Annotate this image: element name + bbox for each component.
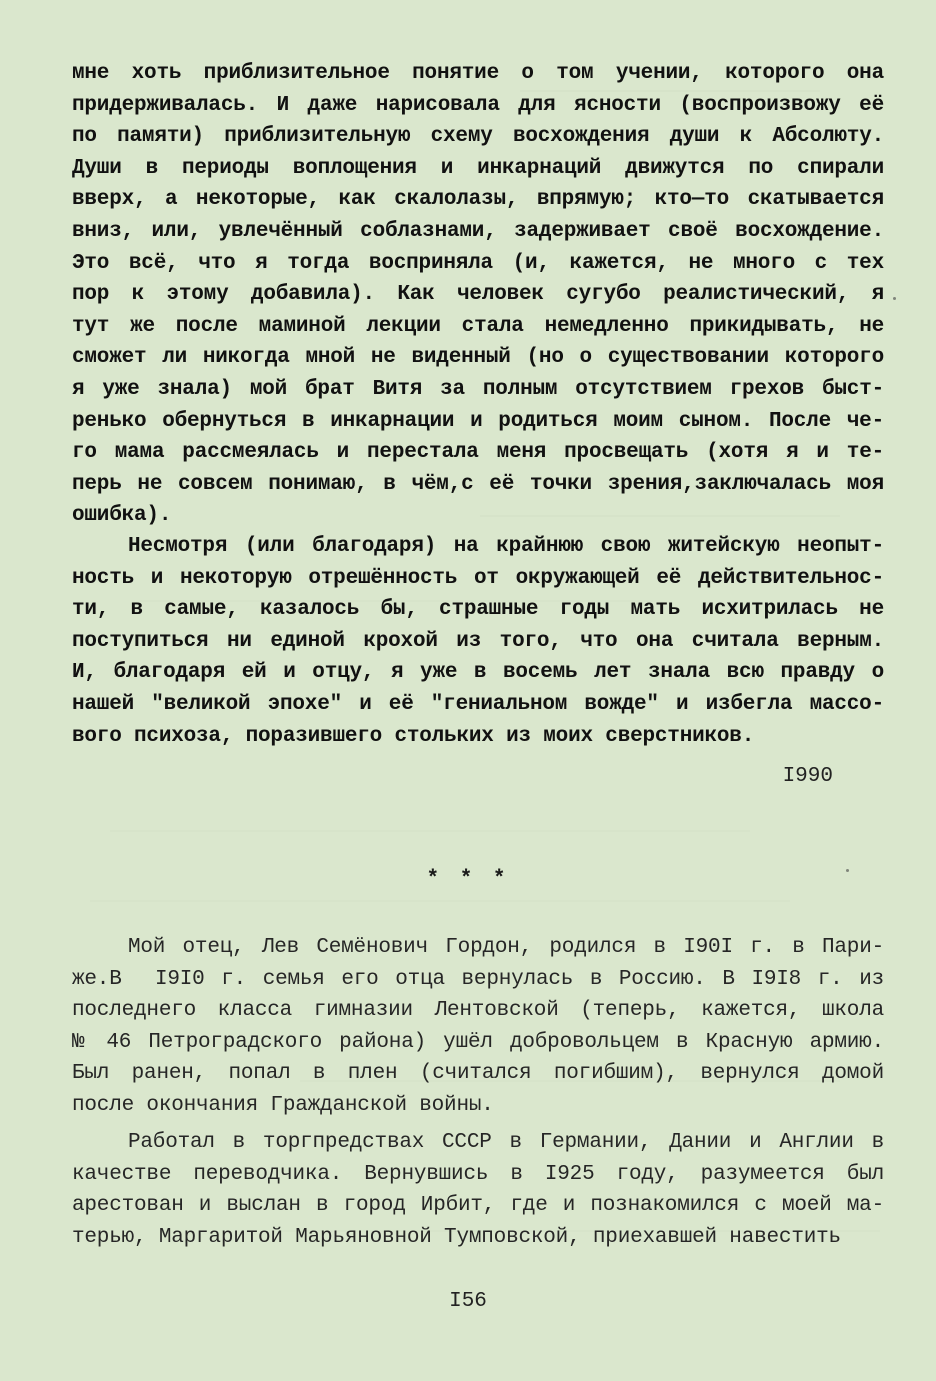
- text-line: Мой отец, Лев Семёнович Гордон, родился в I90I г. в Пари-: [128, 936, 884, 959]
- text-line: сможет ли никогда мной не виденный (но о существовании которого: [72, 346, 884, 370]
- text-line: Это всё, что я тогда восприняла (и, кажется, не много с тех: [72, 251, 884, 275]
- text-line: Души в периоды воплощения и инкарнаций движутся по спирали: [72, 156, 884, 180]
- page-number: I56: [449, 1290, 487, 1313]
- text-line: после окончания Гражданской войны.: [72, 1093, 494, 1117]
- text-line: Работал в торгпредствах СССР в Германии, Дании и Англии в: [128, 1131, 884, 1154]
- text-line: ренько обернуться в инкарнации и родиться моим сыном. После че-: [72, 409, 884, 433]
- text-line: мне хоть приблизительное понятие о том учении, которого она: [72, 62, 884, 85]
- text-line: ти, в самые, казалось бы, страшные годы мать исхитрилась не: [72, 598, 884, 622]
- speck-mark: [893, 297, 896, 300]
- section2-paragraph2: [72, 1127, 884, 1253]
- text-line: по памяти) приблизительную схему восхождения души к Абсолюту.: [72, 125, 884, 149]
- speck-mark: [846, 869, 849, 872]
- text-line: придерживалась. И даже нарисовала для ясности (воспроизвожу её: [72, 93, 884, 117]
- text-line: ошибка).: [72, 504, 172, 528]
- section1-paragraph1: [72, 58, 884, 532]
- text-line: вверх, а некоторые, как скалолазы, впрямую; кто—то скатывается: [72, 188, 884, 212]
- text-line: пор к этому добавила). Как человек сугубо реалистический, я: [72, 283, 884, 307]
- text-line: вниз, или, увлечённый соблазнами, задерживает своё восхождение.: [72, 219, 884, 243]
- text-line: Был ранен, попал в плен (считался погибшим), вернулся домой: [72, 1062, 884, 1086]
- text-line: я уже знала) мой брат Витя за полным отсутствием грехов быст-: [72, 377, 884, 401]
- text-line: же.В I9I0 г. семья его отца вернулась в Россию. В I9I8 г. из: [72, 967, 884, 991]
- text-line: поступиться ни единой крохой из того, что она считала верным.: [72, 629, 884, 653]
- text-line: № 46 Петроградского района) ушёл добровольцем в Красную армию.: [72, 1030, 884, 1054]
- section-separator: * * *: [426, 868, 510, 891]
- section1-year: I990: [782, 765, 833, 788]
- text-line: го мама рассмеялась и перестала меня просвещать (хотя я и те-: [72, 441, 884, 465]
- text-line: Несмотря (или благодаря) на крайнюю свою житейскую неопыт-: [128, 535, 884, 558]
- text-line: терью, Маргаритой Марьяновной Тумповской, приехавшей навестить: [72, 1225, 841, 1249]
- text-line: тут же после маминой лекции стала немедленно прикидывать, не: [72, 314, 884, 338]
- text-line: вого психоза, поразившего стольких из моих сверстников.: [72, 724, 755, 748]
- text-line: качестве переводчика. Вернувшись в I925 году, разумеется был: [72, 1162, 884, 1186]
- text-line: нашей "великой эпохе" и её "гениальном вожде" и избегла массо-: [72, 692, 884, 716]
- section1-paragraph2: [72, 531, 884, 752]
- text-line: И, благодаря ей и отцу, я уже в восемь лет знала всю правду о: [72, 661, 884, 685]
- text-line: перь не совсем понимаю, в чём,с её точки зрения,заключалась моя: [72, 472, 884, 496]
- text-line: арестован и выслан в город Ирбит, где и познакомился с моей ма-: [72, 1194, 884, 1218]
- text-line: последнего класса гимназии Лентовской (теперь, кажется, школа: [72, 999, 884, 1023]
- section2-paragraph1: [72, 932, 884, 1122]
- text-line: ность и некоторую отрешённость от окружающей её действительнос-: [72, 566, 884, 590]
